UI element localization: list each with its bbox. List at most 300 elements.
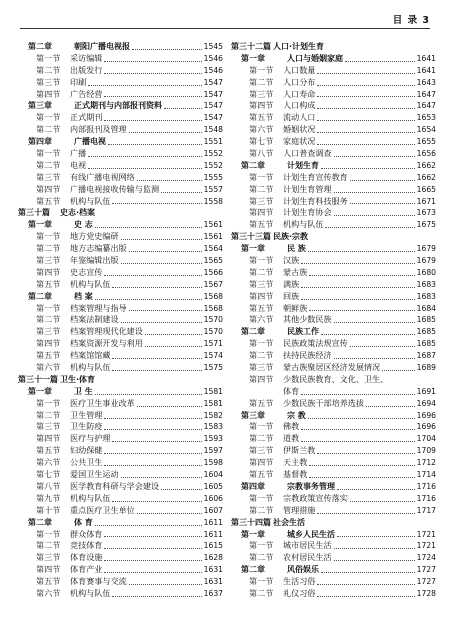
- toc-entry-section: [231, 148, 436, 160]
- toc-page-number: 1546: [203, 65, 223, 75]
- toc-entry-title: 道教: [283, 433, 300, 444]
- toc-page-number: 1547: [203, 77, 223, 87]
- toc-entry-section: [231, 350, 436, 362]
- toc-entry-section: [231, 422, 436, 434]
- toc-dot-leader: [112, 441, 201, 442]
- toc-page-number: 1547: [203, 113, 223, 123]
- toc-page-number: 1561: [203, 220, 223, 230]
- toc-dot-leader: [334, 156, 415, 157]
- toc-entry-title: 卫 生: [74, 386, 93, 396]
- toc-entry-label: 第六节: [249, 124, 274, 135]
- toc-dot-leader: [382, 370, 415, 371]
- toc-page-number: 1680: [416, 267, 436, 277]
- toc-entry-section: [18, 184, 223, 196]
- toc-page-number: 1606: [203, 493, 223, 503]
- toc-entry-section: [18, 493, 223, 505]
- toc-page-number: 1696: [416, 422, 436, 432]
- toc-dot-leader: [104, 536, 201, 537]
- toc-page-number: 1568: [203, 303, 223, 313]
- toc-entry-label: 第一节: [36, 148, 61, 158]
- toc-page-number: 1552: [203, 160, 223, 170]
- toc-entry-title: 人口普查调查: [283, 148, 332, 158]
- toc-page-number: 1558: [203, 196, 223, 206]
- toc-right-column: [231, 41, 436, 600]
- toc-page-number: 1641: [416, 65, 436, 75]
- toc-entry-label: 第二节: [36, 243, 61, 254]
- toc-page-number: 1724: [416, 553, 436, 563]
- toc-entry-section: [231, 136, 436, 148]
- toc-page-number: 1568: [203, 291, 223, 301]
- toc-dot-leader: [104, 96, 201, 97]
- toc-dot-leader: [301, 299, 414, 300]
- toc-page-number: 1656: [416, 149, 436, 158]
- toc-entry-title: 蒙古族聚居区经济发展情况: [283, 362, 381, 373]
- toc-entry-section: [18, 338, 223, 350]
- toc-entry-label: 第二节: [249, 183, 274, 194]
- toc-page-number: 1683: [416, 279, 436, 289]
- toc-page-number: 1637: [203, 588, 223, 598]
- toc-entry-section: [231, 255, 436, 267]
- toc-entry-label: 第三十二篇: [231, 41, 271, 51]
- toc-entry-part: [231, 41, 436, 53]
- toc-entry-section: [18, 124, 223, 136]
- toc-entry-chapter: [231, 410, 436, 422]
- toc-page-number: 1593: [203, 434, 223, 444]
- toc-page-number: 1570: [203, 327, 223, 337]
- toc-entry-label: 第六节: [36, 587, 61, 598]
- toc-page-number: 1683: [416, 291, 436, 301]
- toc-entry-label: 第二节: [36, 159, 61, 170]
- toc-entry-label: 第四章: [241, 481, 265, 491]
- toc-entry-label: 第三节: [36, 326, 61, 337]
- toc-entry-section: [231, 374, 436, 386]
- toc-entry-label: 第五节: [36, 278, 61, 289]
- toc-dot-leader: [137, 180, 202, 181]
- toc-page-number: 1548: [203, 125, 223, 135]
- toc-dot-leader: [104, 429, 201, 430]
- toc-dot-leader: [308, 418, 415, 419]
- toc-dot-leader: [308, 251, 415, 252]
- toc-dot-leader: [161, 489, 202, 490]
- toc-page-number: 1685: [416, 327, 436, 337]
- toc-entry-label: 第一节: [249, 421, 274, 432]
- toc-entry-section: [18, 160, 223, 172]
- toc-entry-cont: [231, 386, 436, 398]
- toc-entry-label: 第四节: [36, 88, 61, 99]
- toc-entry-section: [231, 445, 436, 457]
- toc-entry-label: 第二节: [249, 504, 274, 515]
- toc-dot-leader: [309, 275, 414, 276]
- toc-entry-label: 第一章: [241, 53, 265, 63]
- toc-entry-chapter: [18, 291, 223, 303]
- toc-entry-section: [18, 314, 223, 326]
- toc-entry-title: 机构与队伍: [70, 587, 111, 598]
- toc-dot-leader: [104, 572, 201, 573]
- toc-entry-label: 第一节: [36, 397, 61, 408]
- toc-page-number: 1643: [416, 77, 436, 87]
- toc-dot-leader: [88, 168, 201, 169]
- toc-entry-section: [18, 89, 223, 101]
- toc-page-number: 1564: [203, 244, 223, 254]
- toc-entry-section: [231, 207, 436, 219]
- toc-entry-label: 第二节: [36, 540, 61, 551]
- toc-entry-title: 城乡人民生活: [287, 529, 335, 539]
- toc-dot-leader: [317, 453, 414, 454]
- toc-dot-leader: [301, 429, 414, 430]
- toc-dot-leader: [104, 560, 201, 561]
- toc-page-number: 1605: [203, 481, 223, 491]
- toc-entry-title: 蒙古族: [283, 266, 308, 277]
- toc-entry-title: 内部报刊及管理: [70, 124, 127, 135]
- toc-page-number: 1712: [416, 458, 436, 468]
- toc-dot-leader: [334, 215, 415, 216]
- toc-entry-label: 第三节: [36, 171, 61, 182]
- toc-entry-label: 第五节: [249, 112, 274, 123]
- toc-entry-title: 体 育: [74, 517, 93, 527]
- toc-dot-leader: [132, 49, 202, 50]
- toc-entry-label: 第四节: [249, 290, 274, 301]
- toc-entry-label: 第一节: [249, 255, 274, 266]
- toc-entry-title: 天主教: [283, 457, 308, 468]
- toc-entry-label: 第二章: [28, 291, 52, 301]
- toc-page-number: 1611: [203, 529, 223, 539]
- toc-entry-section: [231, 457, 436, 469]
- toc-entry-section: [231, 77, 436, 89]
- toc-entry-section: [18, 362, 223, 374]
- toc-dot-leader: [104, 120, 201, 121]
- toc-page-number: 1631: [203, 565, 223, 575]
- toc-page-number: 1727: [416, 577, 436, 587]
- toc-page-number: 1574: [203, 351, 223, 361]
- toc-dot-leader: [112, 287, 201, 288]
- toc-page-number: 1546: [203, 53, 223, 63]
- toc-entry-title: 人口与婚姻家庭: [287, 53, 343, 63]
- toc-dot-leader: [309, 477, 414, 478]
- toc-entry-label: 第六节: [36, 362, 61, 373]
- toc-dot-leader: [317, 96, 414, 97]
- toc-entry-title: 档案馆馆藏: [70, 350, 111, 361]
- toc-dot-leader: [104, 548, 201, 549]
- toc-entry-part: [18, 207, 223, 219]
- toc-entry-title: 档案资源开发与利用: [70, 338, 143, 349]
- toc-dot-leader: [108, 144, 202, 145]
- toc-entry-title: 民族政策法规宣传: [283, 338, 348, 349]
- toc-entry-section: [18, 350, 223, 362]
- toc-dot-leader: [104, 73, 201, 74]
- toc-dot-leader: [129, 310, 202, 311]
- toc-entry-label: 第一节: [249, 492, 274, 503]
- toc-entry-title: 档 案: [74, 291, 93, 301]
- toc-entry-title: 竞技体育: [70, 540, 103, 551]
- toc-entry-section: [18, 540, 223, 552]
- toc-entry-label: 第三节: [36, 255, 61, 266]
- toc-entry-title: 档案管理现代化建设: [70, 326, 143, 337]
- toc-dot-leader: [164, 108, 202, 109]
- toc-entry-title: 广播电视: [74, 137, 106, 147]
- toc-entry-section: [18, 469, 223, 481]
- toc-page-number: 1696: [416, 410, 436, 420]
- toc-page-number: 1655: [416, 137, 436, 147]
- toc-entry-section: [231, 124, 436, 136]
- toc-left-column: [18, 41, 223, 600]
- toc-dot-leader: [345, 61, 415, 62]
- toc-page-number: 1647: [416, 89, 436, 99]
- toc-entry-title: 重点医疗卫生单位: [70, 504, 135, 515]
- toc-entry-label: 第八节: [249, 148, 274, 158]
- toc-page-number: 1687: [416, 351, 436, 361]
- toc-entry-label: 第三十四篇: [231, 517, 271, 527]
- toc-entry-section: [18, 398, 223, 410]
- toc-page-number: 1727: [416, 565, 436, 575]
- toc-entry-section: [18, 529, 223, 541]
- toc-dot-leader: [104, 453, 201, 454]
- toc-page-number: 1575: [203, 363, 223, 373]
- toc-entry-section: [231, 576, 436, 588]
- toc-page-number: 1717: [416, 505, 436, 515]
- toc-entry-label: 第一章: [28, 220, 52, 230]
- toc-page-number: 1662: [416, 172, 436, 182]
- toc-page-number: 1721: [416, 529, 436, 539]
- toc-entry-title: 档案管理与指导: [70, 302, 127, 313]
- toc-entry-title: 机构与队伍: [70, 492, 111, 503]
- toc-entry-title: 机构与队伍: [70, 195, 111, 206]
- toc-entry-title: 机构与队伍: [283, 219, 324, 230]
- toc-entry-label: 第三节: [249, 88, 274, 99]
- toc-entry-label: 第三十三篇: [231, 232, 271, 242]
- toc-entry-title: 群众体育: [70, 528, 103, 539]
- toc-entry-chapter: [231, 53, 436, 65]
- toc-entry-label: 第六节: [249, 314, 274, 325]
- toc-dot-leader: [88, 156, 201, 157]
- toc-entry-section: [231, 362, 436, 374]
- toc-entry-section: [18, 65, 223, 77]
- toc-entry-section: [18, 505, 223, 517]
- toc-entry-chapter: [18, 136, 223, 148]
- toc-dot-leader: [129, 584, 202, 585]
- toc-page-number: 1581: [203, 386, 223, 396]
- toc-entry-label: 第一节: [249, 171, 274, 182]
- toc-entry-section: [18, 576, 223, 588]
- toc-entry-section: [231, 291, 436, 303]
- toc-entry-title: 少数民族教育、文化、卫生、: [283, 373, 389, 384]
- toc-page-number: 1685: [416, 339, 436, 349]
- toc-entry-label: 第二节: [249, 266, 274, 277]
- toc-entry-section: [231, 469, 436, 481]
- toc-entry-section: [231, 267, 436, 279]
- toc-entry-section: [231, 219, 436, 231]
- toc-entry-title: 卫生·体育: [60, 374, 96, 384]
- toc-entry-label: 第三节: [249, 195, 274, 206]
- toc-entry-section: [18, 422, 223, 434]
- toc-dot-leader: [121, 263, 202, 264]
- toc-entry-label: 第三节: [36, 76, 61, 87]
- toc-entry-section: [18, 112, 223, 124]
- toc-page-number: 1654: [416, 125, 436, 135]
- toc-dot-leader: [112, 203, 201, 204]
- toc-entry-section: [18, 172, 223, 184]
- page-header: [0, 0, 450, 32]
- toc-entry-label: 第四章: [28, 137, 52, 147]
- toc-entry-title: 人口构成: [283, 100, 316, 111]
- toc-entry-label: 第二节: [36, 124, 61, 135]
- toc-entry-title: 人口寿命: [283, 88, 316, 99]
- toc-entry-label: 第九节: [36, 492, 61, 503]
- toc-entry-title: 卫生防疫: [70, 421, 103, 432]
- toc-entry-label: 第八节: [36, 480, 61, 491]
- toc-entry-label: 第一章: [241, 244, 265, 254]
- toc-entry-section: [18, 267, 223, 279]
- toc-page-number: 1673: [416, 208, 436, 218]
- toc-page-number: 1571: [203, 339, 223, 349]
- toc-entry-label: 第五节: [249, 397, 274, 408]
- toc-page-number: 1552: [203, 149, 223, 158]
- toc-page-number: 1555: [203, 172, 223, 182]
- toc-dot-leader: [317, 584, 414, 585]
- toc-entry-title: 正式期刊与内部报刊资料: [74, 101, 162, 111]
- toc-page-number: 1557: [203, 184, 223, 194]
- toc-entry-title: 体育: [283, 385, 300, 396]
- toc-dot-leader: [317, 85, 414, 86]
- toc-entry-label: 第三十一篇: [18, 374, 58, 384]
- toc-dot-leader: [334, 192, 415, 193]
- toc-entry-section: [231, 540, 436, 552]
- toc-entry-section: [231, 303, 436, 315]
- toc-dot-leader: [145, 334, 202, 335]
- toc-dot-leader: [104, 418, 201, 419]
- toc-entry-label: 第五节: [36, 576, 61, 587]
- toc-dot-leader: [334, 560, 415, 561]
- toc-entry-label: 第二节: [249, 433, 274, 444]
- toc-entry-label: 第六节: [36, 457, 61, 468]
- toc-entry-title: 卫生管理: [70, 409, 103, 420]
- toc-page-number: 1685: [416, 315, 436, 325]
- toc-page-number: 1598: [203, 458, 223, 468]
- toc-dot-leader: [334, 358, 415, 359]
- toc-entry-label: 第一节: [249, 576, 274, 587]
- toc-dot-leader: [334, 548, 415, 549]
- toc-entry-label: 第二节: [36, 64, 61, 75]
- toc-dot-leader: [137, 513, 202, 514]
- toc-dot-leader: [301, 287, 414, 288]
- toc-entry-label: 第四节: [36, 266, 61, 277]
- toc-page-number: 1728: [416, 588, 436, 598]
- toc-entry-title: 计划生育宣传教育: [283, 171, 348, 182]
- toc-entry-title: 朝鲜族: [283, 302, 308, 313]
- toc-dot-leader: [337, 489, 415, 490]
- toc-entry-label: 第四节: [36, 564, 61, 575]
- toc-entry-label: 第五节: [36, 350, 61, 361]
- toc-entry-title: 采访编辑: [70, 52, 103, 63]
- toc-entry-label: 第二节: [36, 314, 61, 325]
- toc-entry-section: [231, 493, 436, 505]
- toc-entry-section: [18, 303, 223, 315]
- toc-dot-leader: [337, 536, 415, 537]
- toc-dot-leader: [309, 465, 414, 466]
- toc-entry-chapter: [18, 100, 223, 112]
- toc-entry-title: 妇幼保健: [70, 445, 103, 456]
- toc-page-number: 1615: [203, 541, 223, 551]
- toc-page-number: 1721: [416, 541, 436, 551]
- toc-dot-leader: [317, 596, 414, 597]
- toc-dot-leader: [334, 322, 415, 323]
- toc-entry-title: 民族工作: [287, 327, 319, 337]
- toc-entry-title: 广告经营: [70, 88, 103, 99]
- toc-entry-title: 史志宣传: [70, 266, 103, 277]
- toc-entry-section: [18, 148, 223, 160]
- toc-entry-title: 爱国卫生运动: [70, 469, 119, 480]
- toc-entry-title: 电视: [70, 159, 87, 170]
- toc-entry-title: 农村居民生活: [283, 552, 332, 563]
- toc-dot-leader: [121, 477, 202, 478]
- toc-page-number: 1647: [416, 101, 436, 111]
- toc-dot-leader: [317, 73, 414, 74]
- toc-entry-label: 第二节: [249, 76, 274, 87]
- toc-entry-title: 基督教: [283, 469, 308, 480]
- header-rule: [20, 28, 430, 29]
- toc-entry-part: [231, 517, 436, 529]
- toc-entry-title: 广播: [70, 148, 87, 158]
- toc-dot-leader: [137, 406, 202, 407]
- toc-entry-label: 第十节: [36, 504, 61, 515]
- toc-entry-label: 第三节: [249, 445, 274, 456]
- toc-entry-title: 史志·档案: [60, 208, 96, 218]
- toc-entry-section: [231, 398, 436, 410]
- toc-entry-label: 第一节: [36, 302, 61, 313]
- toc-entry-chapter: [231, 326, 436, 338]
- toc-entry-title: 地方党史编研: [70, 231, 119, 242]
- toc-entry-title: 年鉴编辑出版: [70, 255, 119, 266]
- toc-entry-section: [231, 196, 436, 208]
- toc-dot-leader: [88, 85, 201, 86]
- toc-entry-label: 第一章: [28, 386, 52, 396]
- toc-entry-title: 人口·计划生育: [273, 41, 325, 51]
- toc-dot-leader: [104, 465, 201, 466]
- toc-dot-leader: [121, 239, 202, 240]
- toc-entry-chapter: [231, 481, 436, 493]
- toc-entry-title: 少数民族干部培养选拔: [283, 397, 364, 408]
- toc-entry-section: [231, 314, 436, 326]
- toc-entry-section: [18, 564, 223, 576]
- toc-entry-section: [18, 326, 223, 338]
- toc-entry-label: 第四节: [36, 433, 61, 444]
- toc-entry-section: [231, 112, 436, 124]
- toc-dot-leader: [95, 227, 202, 228]
- toc-entry-section: [231, 505, 436, 517]
- toc-page-number: 1607: [203, 505, 223, 515]
- toc-entry-title: 计划生育管理: [283, 183, 332, 194]
- toc-dot-leader: [350, 180, 415, 181]
- toc-page-number: 1641: [416, 53, 436, 63]
- toc-entry-section: [18, 445, 223, 457]
- toc-page-number: 1653: [416, 113, 436, 123]
- toc-page-number: 1684: [416, 303, 436, 313]
- toc-entry-section: [231, 588, 436, 600]
- toc-entry-section: [18, 481, 223, 493]
- toc-entry-label: 第五节: [36, 195, 61, 206]
- toc-dot-leader: [145, 346, 202, 347]
- toc-entry-part: [231, 231, 436, 243]
- toc-entry-label: 第二节: [249, 587, 274, 598]
- toc-dot-leader: [301, 394, 414, 395]
- toc-entry-title: 风俗娱乐: [287, 565, 319, 575]
- toc-entry-title: 朝阳广播电视报: [74, 41, 130, 51]
- toc-entry-label: 第三节: [36, 421, 61, 432]
- toc-entry-title: 计划生育科技服务: [283, 195, 348, 206]
- toc-entry-title: 机构与队伍: [70, 362, 111, 373]
- toc-entry-title: 礼仪习俗: [283, 587, 316, 598]
- toc-entry-section: [18, 433, 223, 445]
- toc-entry-title: 回族: [283, 290, 300, 301]
